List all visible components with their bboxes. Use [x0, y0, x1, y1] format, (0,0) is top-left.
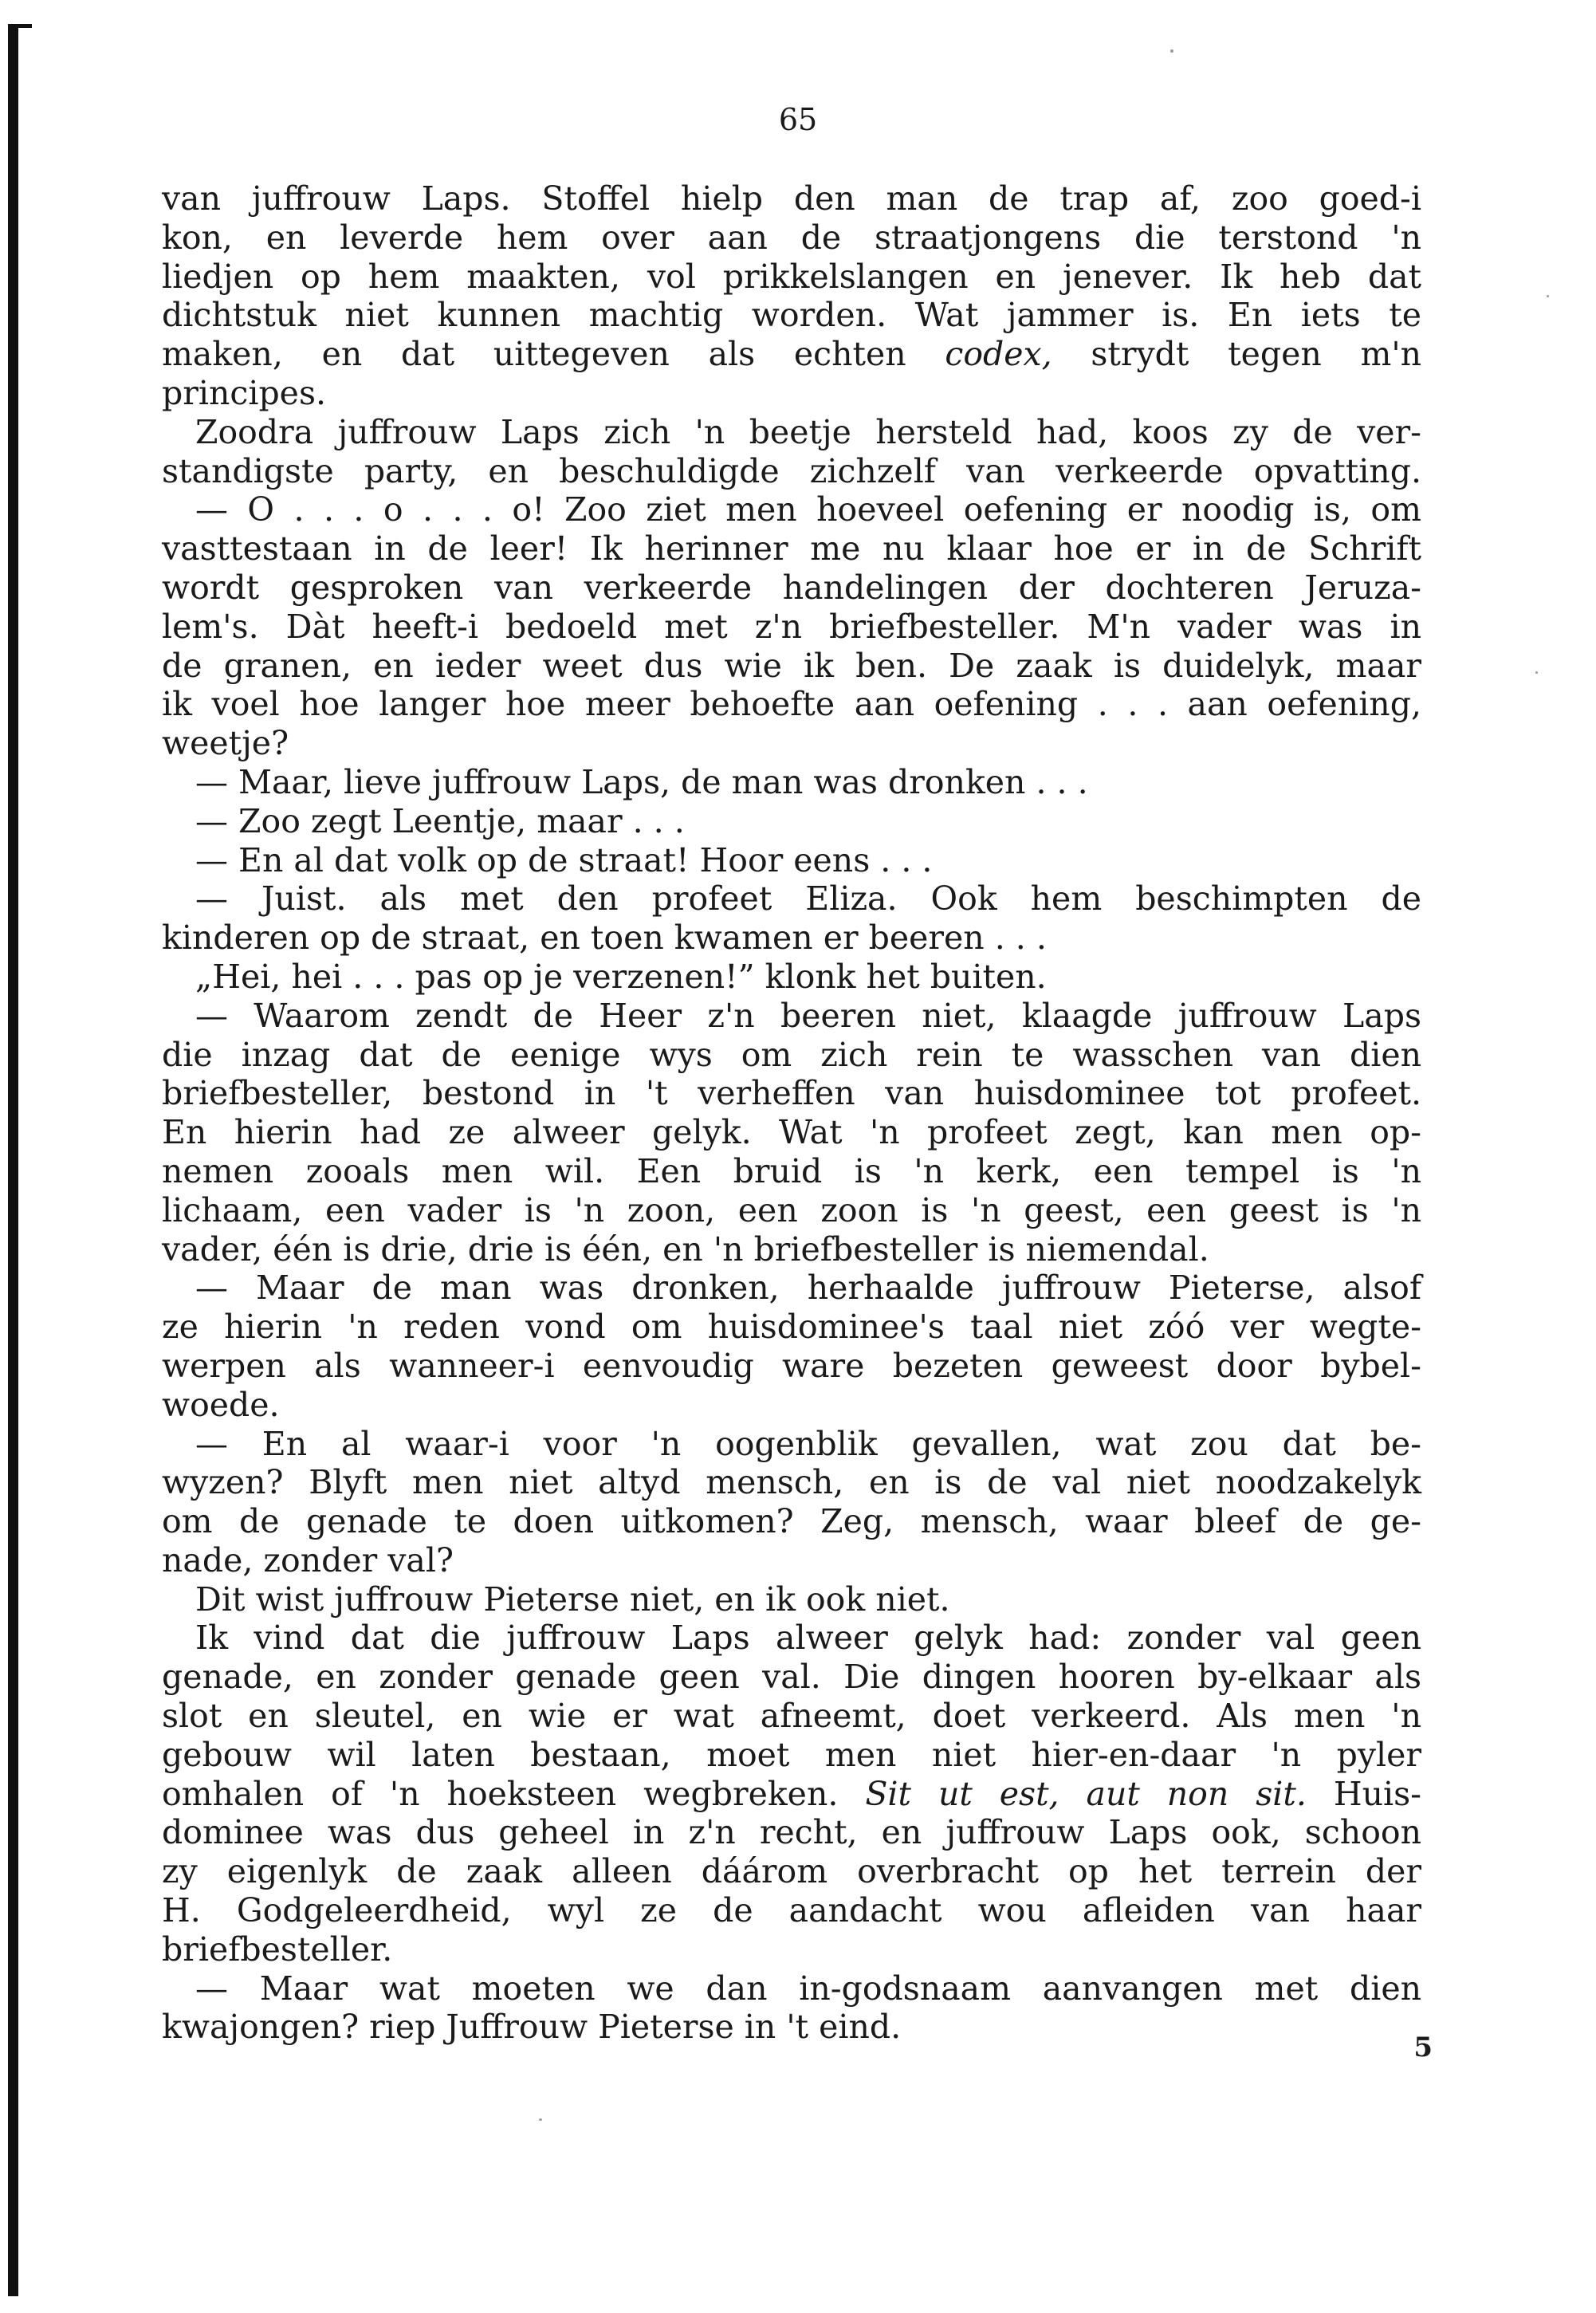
text-line: de granen, en ieder weet dus wie ik ben. De zaak is duidelyk, maar	[162, 646, 1421, 685]
line-text: strydt tegen m'n	[1052, 335, 1422, 374]
text-line: die inzag dat de eenige wys om zich rein te wasschen van dien	[162, 1035, 1421, 1074]
text-line: werpen als wanneer-i eenvoudig ware bezeten geweest door bybel-	[162, 1346, 1421, 1385]
signature-mark: 5	[1413, 2032, 1433, 2063]
text-line: wordt gesproken van verkeerde handelingen der dochteren Jeruza-	[162, 568, 1421, 607]
emphasis-text: Sit ut est, aut non sit.	[865, 1774, 1307, 1813]
text-line: nemen zooals men wil. Een bruid is 'n kerk, een tempel is 'n	[162, 1151, 1421, 1190]
text-line: — Juist. als met den profeet Eliza. Ook hem beschimpten de	[195, 879, 1421, 919]
text-line: — Maar de man was dronken, herhaalde juffrouw Pieterse, alsof	[195, 1269, 1421, 1308]
text-line: H. Godgeleerdheid, wyl ze de aandacht wou afleiden van haar	[162, 1891, 1421, 1930]
paper-speck	[539, 2118, 542, 2121]
text-line: kwajongen? riep Juffrouw Pieterse in 't eind.	[162, 2008, 902, 2047]
text-line: nade, zonder val?	[162, 1540, 454, 1579]
text-line: principes.	[162, 373, 327, 412]
text-line: — En al waar-i voor 'n oogenblik gevallen, wat zou dat be-	[195, 1424, 1421, 1463]
text-line: briefbesteller, bestond in 't verheffen van huisdominee tot profeet.	[162, 1074, 1421, 1113]
body-text	[162, 179, 1421, 2047]
text-line: kinderen op de straat, en toen kwamen er beeren . . .	[162, 919, 1047, 958]
paper-speck	[1547, 295, 1549, 297]
text-line: Dit wist juffrouw Pieterse niet, en ik ook niet.	[195, 1579, 950, 1619]
paper-speck	[1170, 49, 1173, 53]
text-line: liedjen op hem maakten, vol prikkelslangen en jenever. Ik heb dat	[162, 257, 1421, 296]
text-line: Ik vind dat die juffrouw Laps alweer gelyk had: zonder val geen	[195, 1619, 1421, 1658]
text-line: gebouw wil laten bestaan, moet men niet hier-en-daar 'n pyler	[162, 1735, 1421, 1774]
text-line: — Maar, lieve juffrouw Laps, de man was dronken . . .	[195, 762, 1088, 801]
binding-corner	[8, 24, 32, 28]
paper-speck	[1535, 671, 1538, 674]
text-line: lem's. Dàt heeft-i bedoeld met z'n briefbesteller. M'n vader was in	[162, 607, 1421, 646]
text-line	[162, 1775, 1421, 1814]
text-line: En hierin had ze alweer gelyk. Wat 'n profeet zegt, kan men op-	[162, 1113, 1421, 1152]
text-line: Zoodra juffrouw Laps zich 'n beetje hersteld had, koos zy de ver-	[195, 412, 1421, 451]
text-line: woede.	[162, 1385, 280, 1424]
text-line: ik voel hoe langer hoe meer behoefte aan oefening . . . aan oefening,	[162, 685, 1421, 724]
text-line: standigste party, en beschuldigde zichzelf van verkeerde opvatting.	[162, 451, 1421, 490]
text-line: wyzen? Blyft men niet altyd mensch, en is de val niet noodzakelyk	[162, 1463, 1421, 1502]
text-line: — Maar wat moeten we dan in-godsnaam aanvangen met dien	[195, 1969, 1421, 2008]
text-line: ze hierin 'n reden vond om huisdominee's taal niet zóó ver wegte-	[162, 1308, 1421, 1347]
line-text: omhalen of 'n hoeksteen wegbreken.	[162, 1774, 866, 1813]
text-line: zy eigenlyk de zaak alleen dáárom overbracht op het terrein der	[162, 1852, 1421, 1891]
text-line: — Waarom zendt de Heer z'n beeren niet, klaagde juffrouw Laps	[195, 996, 1421, 1035]
line-text: maken, en dat uittegeven als echten	[162, 335, 945, 374]
text-line: van juffrouw Laps. Stoffel hielp den man de trap af, zoo goed-i	[162, 179, 1421, 218]
text-line: vader, één is drie, drie is één, en 'n briefbesteller is niemendal.	[162, 1229, 1209, 1269]
text-line: lichaam, een vader is 'n zoon, een zoon is 'n geest, een geest is 'n	[162, 1190, 1421, 1229]
text-line: genade, en zonder genade geen val. Die dingen hooren by-elkaar als	[162, 1658, 1421, 1697]
text-line: briefbesteller.	[162, 1929, 393, 1969]
binding-edge	[8, 24, 18, 2296]
text-line: — Zoo zegt Leentje, maar . . .	[195, 801, 685, 840]
line-text: Huis-	[1306, 1774, 1421, 1813]
text-line: — En al dat volk op de straat! Hoor eens . . .	[195, 840, 933, 879]
text-line: om de genade te doen uitkomen? Zeg, mensch, waar bleef de ge-	[162, 1502, 1421, 1541]
text-line: slot en sleutel, en wie er wat afneemt, doet verkeerd. Als men 'n	[162, 1697, 1421, 1736]
emphasis-text: codex,	[945, 335, 1052, 374]
text-line: vasttestaan in de leer! Ik herinner me nu klaar hoe er in de Schrift	[162, 529, 1421, 568]
text-line: kon, en leverde hem over aan de straatjongens die terstond 'n	[162, 218, 1421, 257]
text-line: dominee was dus geheel in z'n recht, en juffrouw Laps ook, schoon	[162, 1813, 1421, 1852]
text-line: dichtstuk niet kunnen machtig worden. Wat jammer is. En iets te	[162, 296, 1421, 335]
text-line	[162, 335, 1421, 374]
page-number: 65	[778, 102, 818, 137]
text-line: weetje?	[162, 724, 289, 763]
text-line: — O . . . o . . . o! Zoo ziet men hoeveel oefening er noodig is, om	[195, 490, 1421, 529]
text-line: „Hei, hei . . . pas op je verzenen!” klonk het buiten.	[195, 957, 1047, 996]
